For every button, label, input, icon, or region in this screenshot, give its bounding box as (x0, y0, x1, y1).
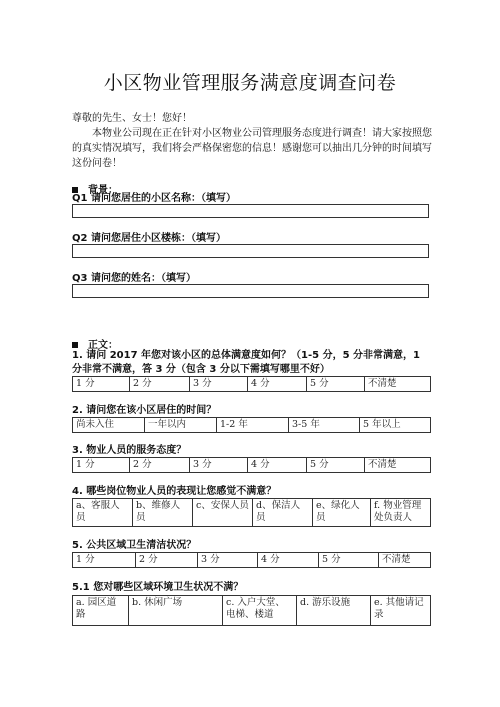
intro-greeting: 尊敬的先生、女士！您好！ (72, 113, 192, 124)
bg-q2-field[interactable] (72, 244, 429, 258)
q3-option[interactable]: 不清楚 (365, 458, 431, 473)
q3-option[interactable]: 4 分 (248, 458, 307, 473)
q3-options (72, 457, 431, 473)
q2-option[interactable]: 5 年以上 (360, 418, 431, 433)
q5-text: 5. 公共区域卫生清洁状况？ (72, 540, 197, 551)
q1-option[interactable]: 1 分 (73, 377, 130, 392)
bullet-icon (72, 342, 78, 348)
bg-q3-field[interactable] (72, 284, 429, 298)
q51-options (72, 595, 431, 626)
q5-options (72, 552, 431, 568)
intro-body: 本物业公司现在正在针对小区物业公司管理服务态度进行调查！请大家按照您的真实情况填写，我们将会严格保密您的信息！感谢您可以抽出几分钟的时间填写这份问卷！ (72, 128, 432, 169)
q1-option[interactable]: 2 分 (130, 377, 190, 392)
q3-option[interactable]: 5 分 (307, 458, 365, 473)
background-heading: 背景： (72, 181, 118, 196)
q2-text: 2. 请问您在该小区居住的时间？ (72, 405, 217, 416)
q2-option[interactable]: 1-2 年 (217, 418, 289, 433)
q2-option[interactable]: 尚未入住 (73, 418, 145, 433)
q1-text: 1. 请问 2017 年您对该小区的总体满意度如何？（1-5 分，5 分非常满意，1 分非常不满意，答 3 分（包含 3 分以下需填写哪里不好） (72, 350, 420, 375)
q1-option[interactable]: 3 分 (190, 377, 248, 392)
q2-options (72, 417, 431, 433)
q51-option[interactable]: d. 游乐设施 (297, 596, 371, 626)
q1-option[interactable]: 不清楚 (365, 377, 431, 392)
q3-text: 3. 物业人员的服务态度？ (72, 445, 187, 456)
q1-option[interactable]: 4 分 (248, 377, 307, 392)
q4-text: 4. 哪些岗位物业人员的表现让您感觉不满意？ (72, 486, 277, 497)
q3-option[interactable]: 3 分 (190, 458, 248, 473)
q5-option[interactable]: 不清楚 (379, 553, 431, 568)
q51-text: 5.1 您对哪些区域环境卫生状况不满？ (72, 582, 244, 593)
bg-q1-label: Q1 请问您居住的小区名称：（填写） (72, 193, 236, 204)
intro (72, 111, 434, 171)
q5-option[interactable]: 5 分 (319, 553, 379, 568)
q4-option[interactable]: d、保洁人员 (253, 499, 313, 527)
bg-q1-field[interactable] (72, 204, 429, 218)
q5-option[interactable]: 2 分 (136, 553, 198, 568)
q4-options (72, 498, 431, 527)
q1-option[interactable]: 5 分 (307, 377, 365, 392)
main-heading: 正文： (72, 336, 118, 351)
q51-option[interactable]: c. 入户大堂、电梯、楼道 (223, 596, 297, 626)
q51-option[interactable]: e. 其他请记录 (371, 596, 431, 626)
q5-option[interactable]: 3 分 (198, 553, 258, 568)
bg-q3-label: Q3 请问您的姓名：（填写） (72, 273, 196, 284)
q4-option[interactable]: c、安保人员 (193, 499, 253, 527)
q51-option[interactable]: a. 园区道路 (73, 596, 129, 626)
q5-option[interactable]: 1 分 (73, 553, 136, 568)
q4-option[interactable]: a、客服人员 (73, 499, 133, 527)
bg-q2-label: Q2 请问您居住小区楼栋：（填写） (72, 233, 226, 244)
page-title: 小区物业管理服务满意度调查问卷 (103, 72, 397, 94)
q4-option[interactable]: f. 物业管理处负责人 (371, 499, 431, 527)
q3-option[interactable]: 2 分 (130, 458, 190, 473)
q3-option[interactable]: 1 分 (73, 458, 130, 473)
q4-option[interactable]: e、绿化人员 (313, 499, 371, 527)
q5-option[interactable]: 4 分 (258, 553, 319, 568)
q1-options (72, 376, 431, 392)
q4-option[interactable]: b、维修人员 (133, 499, 193, 527)
q51-option[interactable]: b. 休闲广场 (129, 596, 223, 626)
q2-option[interactable]: 一年以内 (145, 418, 217, 433)
q2-option[interactable]: 3-5 年 (289, 418, 360, 433)
